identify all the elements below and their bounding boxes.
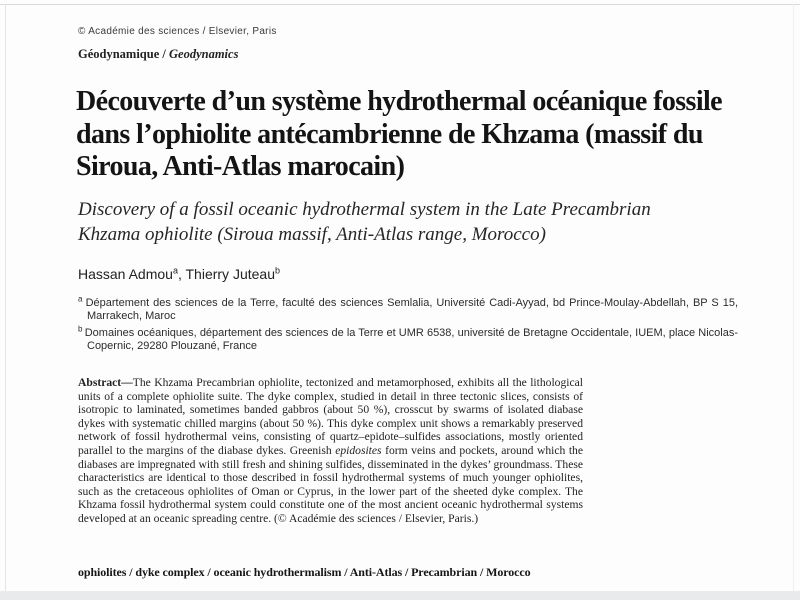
affiliations-block xyxy=(78,294,738,357)
abstract-italic-term: epidosites xyxy=(335,443,382,457)
page-top-edge-line xyxy=(0,4,800,5)
abstract-text-part2: form veins and pockets, around which the diabases are impregnated with still fresh and shining sulfides, disseminated in the dykes’ groundmass. These characteristics are identical to those described in fossil hydrothermal systems of much younger ophiolites, such as the cretaceous ophiolites of Oman or Cyprus, in the lower part of the sheeted dyke complex. The Khzama fossil hydrothermal system could constitute one of the most ancient oceanic hydrothermal systems developed at an oceanic spreading centre. (© Académie des sciences / Elsevier, Paris.) xyxy=(78,443,583,525)
authors-line xyxy=(78,266,280,282)
abstract-dash: — xyxy=(121,376,133,389)
author-affiliation-sup-2: b xyxy=(274,265,280,276)
article-title-english: Discovery of a fossil oceanic hydrothermal system in the Late Precambrian Khzama ophiolite (Siroua massif, Anti-Atlas range, Morocco) xyxy=(78,199,651,245)
affiliation-sup-a: a xyxy=(78,294,86,304)
author-name-2: Thierry Juteau xyxy=(185,266,275,282)
affiliation-item-b xyxy=(78,324,738,353)
abstract-label: Abstract xyxy=(78,376,122,389)
article-title-french: Découverte d’un système hydrothermal océanique fossile dans l’ophiolite antécambrienne de Khzama (massif du Siroua, Anti-Atlas marocain) xyxy=(76,86,722,182)
journal-title-french: Géodynamique / xyxy=(78,47,169,61)
page-right-edge-line xyxy=(793,4,794,591)
author-separator: , xyxy=(177,266,186,282)
copyright-line: © Académie des sciences / Elsevier, Paris xyxy=(78,26,277,37)
affiliation-sup-b: b xyxy=(78,324,85,334)
page-left-edge-line xyxy=(5,4,6,591)
page-bottom-strip xyxy=(0,591,800,600)
abstract-paragraph xyxy=(78,376,583,526)
affiliation-text-b: Domaines océaniques, département des sciences de la Terre et UMR 6538, université de Bretagne Occidentale, IUEM, place Nicolas-Copernic, 29280 Plouzané, France xyxy=(84,327,738,352)
keywords-line: ophiolites / dyke complex / oceanic hydrothermalism / Anti-Atlas / Precambrian / Morocco xyxy=(78,565,531,579)
abstract-text-part1: The Khzama Precambrian ophiolite, tectonized and metamorphosed, exhibits all the lithological units of a complete ophiolite suite. The dyke complex, studied in detail in three tectonic slices, consists of isotropic to laminated, sometimes banded gabbros (about 50 %), crosscut by swarms of isolated diabase dykes with systematic chilled margins (about 50 %). This dyke complex unit shows a remarkably preserved network of fossil hydrothermal veins, consisting of quartz–epidote–sulfides associations, mostly oriented parallel to the margins of the diabase dykes. Greenish xyxy=(78,376,583,457)
affiliation-item-a xyxy=(78,294,738,323)
author-affiliation-sup-1: a xyxy=(172,265,178,276)
journal-title-english: Geodynamics xyxy=(169,47,239,61)
journal-line xyxy=(78,47,238,62)
author-name-1: Hassan Admou xyxy=(78,266,173,282)
affiliation-text-a: Département des sciences de la Terre, faculté des sciences Semlalia, Université Cadi-Ayyad, bd Prince-Moulay-Abdellah, BP S 15, Marrakech, Maroc xyxy=(85,297,738,322)
